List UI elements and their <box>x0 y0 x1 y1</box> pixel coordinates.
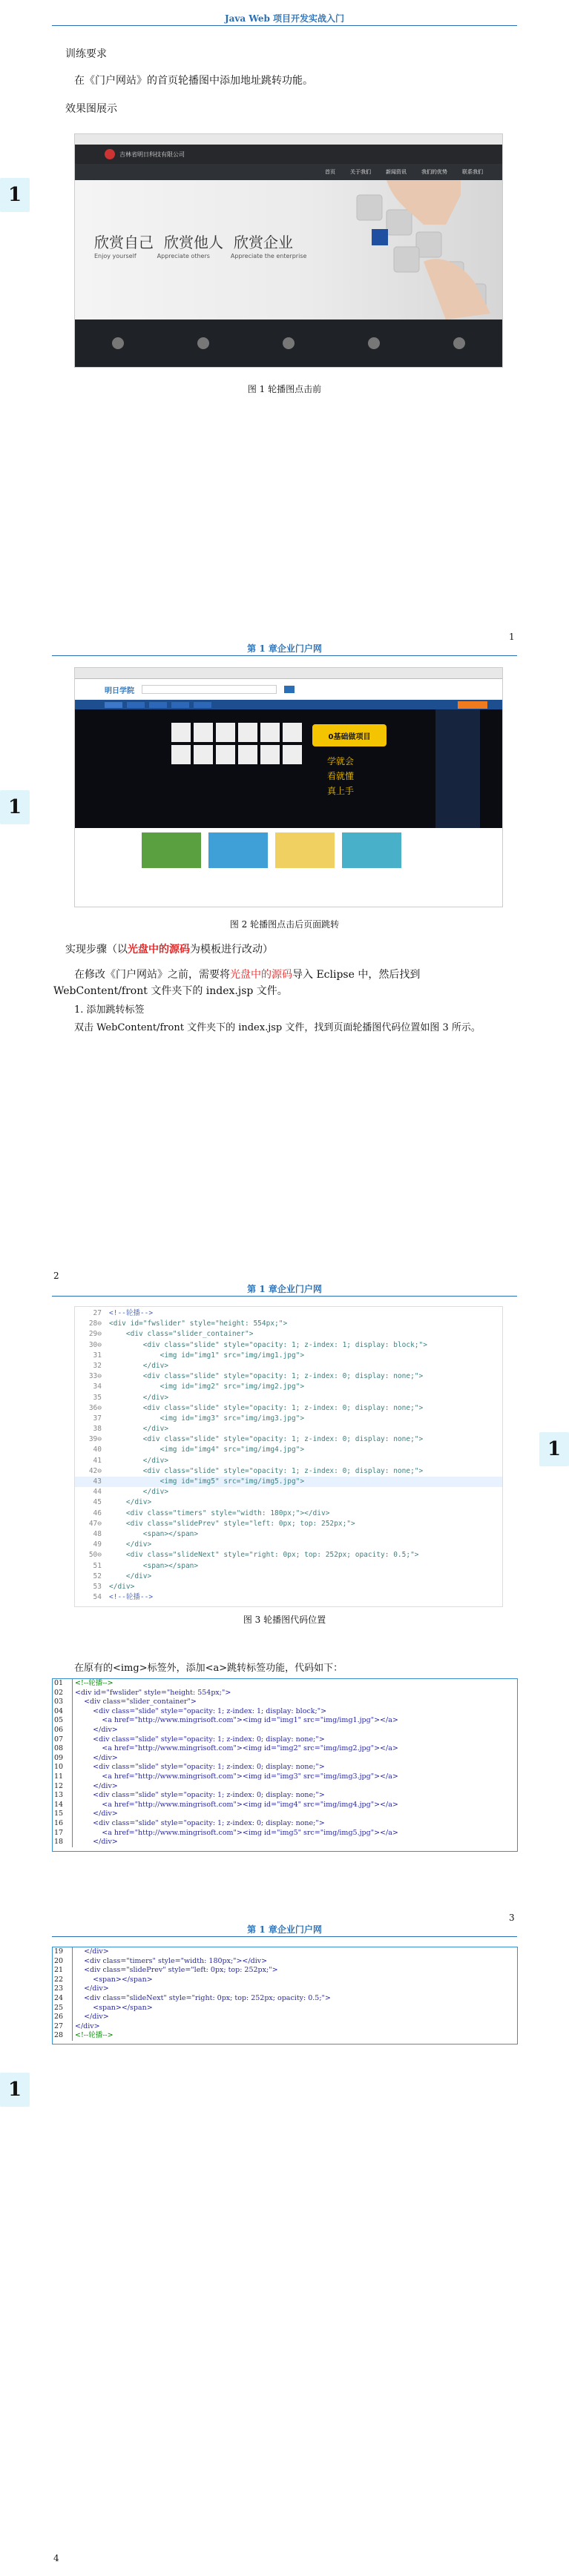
page-number: 4 <box>53 2553 59 2563</box>
page-header: 第 1 章企业门户网 <box>247 1284 322 1294</box>
code-text: <div class="slideNext" style="right: 0px; top: 252px; opacity: 0.5;"> <box>109 1551 419 1560</box>
line-number: 34 <box>93 1383 102 1391</box>
nav-item[interactable] <box>149 702 167 708</box>
code-text: <div class="slider_container"> <box>109 1330 254 1339</box>
line-number: 31 <box>93 1351 102 1360</box>
banner-tag: 0基础做项目 <box>312 724 387 746</box>
editor-line <box>75 1414 502 1424</box>
code-block-1 <box>52 1678 518 1852</box>
code-text: <a href="http://www.mingrisoft.com"><img id="img2" src="img/img2.jpg"></a> <box>75 1744 398 1753</box>
page-number: 2 <box>53 1271 59 1281</box>
feature-icon <box>283 337 295 349</box>
editor-line <box>75 1477 502 1487</box>
code-line <box>53 1838 517 1847</box>
gutter-divider <box>72 1744 73 1754</box>
line-number: 50⊖ <box>88 1551 102 1560</box>
slogan-cn: 欣赏自己 欣赏他人 欣赏企业 <box>94 234 293 251</box>
feature-strip <box>75 319 502 367</box>
nav-item[interactable]: 关于我们 <box>350 169 371 175</box>
code-text: <img id="img1" src="img/img1.jpg"> <box>109 1351 305 1360</box>
line-number: 13 <box>54 1791 64 1800</box>
line-number: 49 <box>93 1540 102 1549</box>
para-import: 在修改《门户网站》之前，需要将光盘中的源码导入 Eclipse 中，然后找到 WebContent/front 文件夹下的 index.jsp 文件。 <box>53 969 421 997</box>
gutter-divider <box>72 1689 73 1698</box>
gutter-divider <box>72 1716 73 1726</box>
site-nav <box>75 700 502 710</box>
header-rule <box>52 1296 517 1297</box>
code-text: <!--轮播--> <box>109 1309 154 1317</box>
code-text: <a href="http://www.mingrisoft.com"><img id="img4" src="img/img4.jpg"></a> <box>75 1800 398 1809</box>
gutter-divider <box>72 1679 73 1689</box>
line-number: 43 <box>93 1477 102 1486</box>
nav-item[interactable]: 首页 <box>325 169 335 175</box>
code-text: <div class="slide" style="opacity: 1; z-index: 1; display: block;"> <box>109 1340 427 1349</box>
line-number: 20 <box>54 1956 64 1965</box>
line-number: 54 <box>93 1593 102 1602</box>
code-text: </div> <box>75 1781 118 1790</box>
site-search-input[interactable] <box>142 685 277 694</box>
feature-icon <box>112 337 124 349</box>
line-number: 12 <box>54 1781 64 1790</box>
code-block-2 <box>52 1947 518 2044</box>
code-line <box>53 1957 517 1967</box>
nav-item[interactable] <box>105 702 122 708</box>
code-line <box>53 1966 517 1976</box>
editor-line <box>75 1540 502 1550</box>
code-line <box>53 1782 517 1792</box>
editor-line <box>75 1445 502 1455</box>
code-text: <div class="slidePrev" style="left: 0px; top: 252px;"> <box>109 1519 355 1528</box>
editor-line <box>75 1393 502 1403</box>
editor-line <box>75 1329 502 1340</box>
page-header: 第 1 章企业门户网 <box>247 643 322 654</box>
editor-line <box>75 1487 502 1497</box>
code-editor-screenshot <box>74 1306 503 1607</box>
code-text: </div> <box>75 2022 100 2030</box>
editor-line <box>75 1351 502 1361</box>
code-text: <div class="slide" style="opacity: 1; z-index: 0; display: none;"> <box>75 1818 325 1827</box>
nav-item[interactable] <box>171 702 189 708</box>
code-line <box>53 1819 517 1829</box>
code-text: <img id="img2" src="img/img2.jpg"> <box>109 1383 305 1391</box>
figure-2-screenshot <box>74 667 503 907</box>
code-text: <div class="slide" style="opacity: 1; z-index: 0; display: none;"> <box>75 1735 325 1744</box>
line-number: 05 <box>54 1716 64 1725</box>
gutter-divider <box>72 1819 73 1829</box>
code-text: <span></span> <box>75 1975 153 1984</box>
browser-bar <box>75 668 502 679</box>
line-number: 03 <box>54 1698 64 1706</box>
page-header: 第 1 章企业门户网 <box>247 1924 322 1935</box>
line-number: 19 <box>54 1947 64 1956</box>
nav-item[interactable] <box>194 702 211 708</box>
side-badge: 1 <box>0 790 30 824</box>
site-topbar <box>75 145 502 164</box>
site-nav <box>75 164 502 180</box>
heading-effect: 效果图展示 <box>65 103 117 115</box>
line-number: 29⊖ <box>88 1330 102 1339</box>
code-text: </div> <box>109 1393 169 1402</box>
gutter-divider <box>72 1772 73 1782</box>
feature-icon <box>197 337 209 349</box>
gutter-divider <box>72 1810 73 1819</box>
code-text: <div class="slide" style="opacity: 1; z-index: 0; display: none;"> <box>75 1791 325 1800</box>
editor-line <box>75 1509 502 1519</box>
code-line <box>53 2013 517 2022</box>
gutter-divider <box>72 1735 73 1745</box>
line-number: 27 <box>54 2022 64 2030</box>
editor-line <box>75 1319 502 1329</box>
editor-line <box>75 1361 502 1371</box>
company-logo-icon <box>105 149 115 159</box>
code-text: </div> <box>75 1725 118 1734</box>
line-number: 09 <box>54 1753 64 1762</box>
editor-line <box>75 1382 502 1392</box>
code-text: <div class="timers" style="width: 180px;"></div> <box>75 1956 268 1965</box>
line-number: 16 <box>54 1818 64 1827</box>
code-text: </div> <box>109 1361 169 1370</box>
course-card[interactable] <box>275 832 335 868</box>
code-text: <img id="img3" src="img/img3.jpg"> <box>109 1414 305 1423</box>
code-text: <img id="img5" src="img/img5.jpg"> <box>109 1477 305 1486</box>
requirement-text: 在《门户网站》的首页轮播图中添加地址跳转功能。 <box>74 75 313 87</box>
gutter-divider <box>72 1791 73 1801</box>
editor-line <box>75 1456 502 1466</box>
line-number: 02 <box>54 1688 64 1697</box>
gutter-divider <box>72 1947 73 1957</box>
code-text: <img id="img4" src="img/img4.jpg"> <box>109 1446 305 1454</box>
figure-3-caption: 图 3 轮播图代码位置 <box>243 1615 326 1625</box>
blue-puzzle-piece <box>372 229 388 245</box>
line-number: 28⊖ <box>88 1320 102 1328</box>
gutter-divider <box>72 1994 73 2004</box>
gutter-divider <box>72 1957 73 1967</box>
page-header: Java Web 项目开发实战入门 <box>224 13 345 24</box>
line-number: 14 <box>54 1800 64 1809</box>
slide-image[interactable] <box>75 180 502 319</box>
gutter-divider <box>72 1976 73 1985</box>
editor-line <box>75 1497 502 1508</box>
editor-line <box>75 1561 502 1572</box>
editor-line <box>75 1434 502 1445</box>
line-number: 25 <box>54 2003 64 2012</box>
editor-line <box>75 1550 502 1560</box>
code-text: </div> <box>75 1753 118 1762</box>
course-card[interactable] <box>342 832 401 868</box>
code-text: <div id="fwslider" style="height: 554px;"> <box>109 1320 288 1328</box>
gutter-divider <box>72 2031 73 2041</box>
code-text: <div class="slide" style="opacity: 1; z-index: 1; display: block;"> <box>75 1706 327 1715</box>
line-number: 28 <box>54 2031 64 2040</box>
code-text: </div> <box>75 1984 109 1993</box>
code-text: <div class="slidePrev" style="left: 0px; top: 252px;"> <box>75 1966 278 1975</box>
side-badge: 1 <box>539 1432 569 1466</box>
gutter-divider <box>72 1698 73 1707</box>
editor-line <box>75 1403 502 1414</box>
code-line <box>53 1994 517 2004</box>
line-number: 51 <box>93 1561 102 1570</box>
editor-line <box>75 1529 502 1540</box>
line-number: 08 <box>54 1744 64 1753</box>
browser-bar <box>75 134 502 145</box>
site-logo: 明日学院 <box>105 686 134 695</box>
code-line <box>53 1698 517 1707</box>
code-line <box>53 1791 517 1801</box>
figure-1-screenshot <box>74 133 503 368</box>
line-number: 33⊖ <box>88 1372 102 1381</box>
code-text: <a href="http://www.mingrisoft.com"><img id="img5" src="img/img5.jpg"></a> <box>75 1828 398 1837</box>
code-text: </div> <box>109 1425 169 1434</box>
line-number: 17 <box>54 1828 64 1837</box>
line-number: 45 <box>93 1498 102 1507</box>
line-number: 48 <box>93 1529 102 1538</box>
header-rule <box>52 655 517 656</box>
code-text: </div> <box>109 1572 152 1580</box>
page-number: 3 <box>509 1913 515 1923</box>
code-line <box>53 1801 517 1810</box>
code-line <box>53 1829 517 1838</box>
editor-line <box>75 1519 502 1529</box>
line-number: 10 <box>54 1763 64 1772</box>
editor-line <box>75 1340 502 1351</box>
step-1: 1. 添加跳转标签 <box>74 1004 145 1016</box>
search-icon[interactable] <box>284 686 295 693</box>
line-number: 38 <box>93 1425 102 1434</box>
line-number: 39⊖ <box>88 1435 102 1444</box>
line-number: 15 <box>54 1810 64 1818</box>
course-tiles <box>171 723 302 764</box>
figure-1-caption: 图 1 轮播图点击前 <box>247 384 322 394</box>
code-text: </div> <box>109 1488 169 1497</box>
course-cards <box>142 832 401 868</box>
line-number: 46 <box>93 1509 102 1517</box>
gutter-divider <box>72 1726 73 1735</box>
code-text: <a href="http://www.mingrisoft.com"><img id="img3" src="img/img3.jpg"></a> <box>75 1772 398 1781</box>
code-line <box>53 1707 517 1717</box>
code-line <box>53 1679 517 1689</box>
site-header <box>75 679 502 700</box>
page-number: 1 <box>509 632 515 642</box>
code-text: <div class="timers" style="width: 180px;"></div> <box>109 1509 330 1517</box>
line-number: 04 <box>54 1706 64 1715</box>
code-line <box>53 2004 517 2013</box>
heading-training: 训练要求 <box>65 48 107 60</box>
code-line <box>53 1984 517 1994</box>
line-number: 32 <box>93 1361 102 1370</box>
line-number: 06 <box>54 1725 64 1734</box>
steps-heading: 实现步骤（以光盘中的源码为模板进行改动） <box>65 944 273 956</box>
course-card[interactable] <box>142 832 201 868</box>
side-menu-panel <box>435 709 480 828</box>
code-text: <span></span> <box>109 1561 199 1570</box>
code-text: </div> <box>75 2013 109 2022</box>
line-number: 44 <box>93 1488 102 1497</box>
gutter-divider <box>72 2022 73 2032</box>
code-line <box>53 1772 517 1782</box>
code-text: <div id="fwslider" style="height: 554px;"> <box>75 1688 231 1697</box>
code-text: <div class="slide" style="opacity: 1; z-index: 0; display: none;"> <box>109 1372 424 1381</box>
company-name: 吉林省明日科技有限公司 <box>119 150 185 158</box>
code-text: </div> <box>109 1498 152 1507</box>
gutter-divider <box>72 1838 73 1847</box>
code-text: <span></span> <box>75 2003 153 2012</box>
gutter-divider <box>72 2004 73 2013</box>
side-badge: 1 <box>0 2073 30 2107</box>
line-number: 01 <box>54 1679 64 1687</box>
gutter-divider <box>72 2013 73 2022</box>
gutter-divider <box>72 1829 73 1838</box>
code-text: </div> <box>109 1456 169 1465</box>
line-number: 40 <box>93 1446 102 1454</box>
code-text: </div> <box>75 1810 118 1818</box>
code-text: </div> <box>75 1838 118 1847</box>
code-line <box>53 1763 517 1772</box>
line-number: 52 <box>93 1572 102 1580</box>
code-text: <!--轮播--> <box>75 2031 114 2040</box>
editor-line <box>75 1466 502 1477</box>
banner-lines: 学就会 看就懂 真上手 <box>327 756 355 796</box>
nav-item[interactable]: 联系我们 <box>462 169 483 175</box>
gutter-divider <box>72 1984 73 1994</box>
code-text: </div> <box>109 1540 152 1549</box>
feature-icon <box>368 337 380 349</box>
line-number: 21 <box>54 1966 64 1975</box>
nav-item[interactable]: 新闻资讯 <box>386 169 407 175</box>
figure-2-caption: 图 2 轮播图点击后页面跳转 <box>229 919 340 930</box>
code-line <box>53 2031 517 2041</box>
code-text: </div> <box>75 1947 109 1956</box>
para-add-tag: 在原有的<img>标签外，添加<a>跳转标签功能，代码如下： <box>74 1663 343 1674</box>
code-text: <div class="slide" style="opacity: 1; z-index: 0; display: none;"> <box>75 1763 325 1772</box>
nav-item[interactable]: 我们的优势 <box>421 169 447 175</box>
editor-line <box>75 1592 502 1603</box>
side-badge: 1 <box>0 178 30 212</box>
slogan-en: Enjoy yourself Appreciate others Appreciate the enterprise <box>94 253 307 259</box>
gutter-divider <box>72 1966 73 1976</box>
code-text: <!--轮播--> <box>75 1679 114 1687</box>
line-number: 27 <box>93 1309 102 1317</box>
code-line <box>53 1689 517 1698</box>
code-line <box>53 1810 517 1819</box>
nav-item[interactable] <box>127 702 145 708</box>
gutter-divider <box>72 1763 73 1772</box>
header-rule <box>52 1936 517 1937</box>
code-line <box>53 1976 517 1985</box>
code-line <box>53 1716 517 1726</box>
line-number: 41 <box>93 1456 102 1465</box>
gutter-divider <box>72 1801 73 1810</box>
line-number: 53 <box>93 1582 102 1591</box>
code-line <box>53 1726 517 1735</box>
code-text: <a href="http://www.mingrisoft.com"><img id="img1" src="img/img1.jpg"></a> <box>75 1716 398 1725</box>
code-line <box>53 1735 517 1745</box>
editor-line <box>75 1308 502 1319</box>
code-text: <!--轮播--> <box>109 1593 154 1602</box>
line-number: 42⊖ <box>88 1466 102 1475</box>
line-number: 24 <box>54 1993 64 2002</box>
gutter-divider <box>72 1754 73 1764</box>
code-line <box>53 2022 517 2032</box>
code-line <box>53 1754 517 1764</box>
code-line <box>53 1947 517 1957</box>
line-number: 18 <box>54 1838 64 1847</box>
orange-button[interactable] <box>458 701 487 709</box>
code-text: <div class="slider_container"> <box>75 1698 197 1706</box>
line-number: 30⊖ <box>88 1340 102 1349</box>
line-number: 36⊖ <box>88 1403 102 1412</box>
editor-line <box>75 1371 502 1382</box>
code-text: <div class="slide" style="opacity: 1; z-index: 0; display: none;"> <box>109 1466 424 1475</box>
line-number: 23 <box>54 1984 64 1993</box>
line-number: 22 <box>54 1975 64 1984</box>
para-find: 双击 WebContent/front 文件夹下的 index.jsp 文件，找到页面轮播图代码位置如图 3 所示。 <box>74 1022 481 1033</box>
gutter-divider <box>72 1707 73 1717</box>
code-line <box>53 1744 517 1754</box>
code-text: <span></span> <box>109 1529 199 1538</box>
line-number: 37 <box>93 1414 102 1423</box>
gutter-divider <box>72 1782 73 1792</box>
course-card[interactable] <box>208 832 268 868</box>
line-number: 35 <box>93 1393 102 1402</box>
code-text: </div> <box>109 1582 135 1591</box>
editor-line <box>75 1572 502 1582</box>
feature-icon <box>453 337 465 349</box>
line-number: 47⊖ <box>88 1519 102 1528</box>
header-rule <box>52 25 517 26</box>
line-number: 07 <box>54 1735 64 1744</box>
editor-line <box>75 1582 502 1592</box>
code-text: <div class="slide" style="opacity: 1; z-index: 0; display: none;"> <box>109 1435 424 1444</box>
editor-line <box>75 1424 502 1434</box>
code-text: <div class="slideNext" style="right: 0px; top: 252px; opacity: 0.5;"> <box>75 1993 331 2002</box>
banner[interactable] <box>75 709 502 828</box>
line-number: 26 <box>54 2013 64 2022</box>
line-number: 11 <box>54 1772 64 1781</box>
code-text: <div class="slide" style="opacity: 1; z-index: 0; display: none;"> <box>109 1403 424 1412</box>
